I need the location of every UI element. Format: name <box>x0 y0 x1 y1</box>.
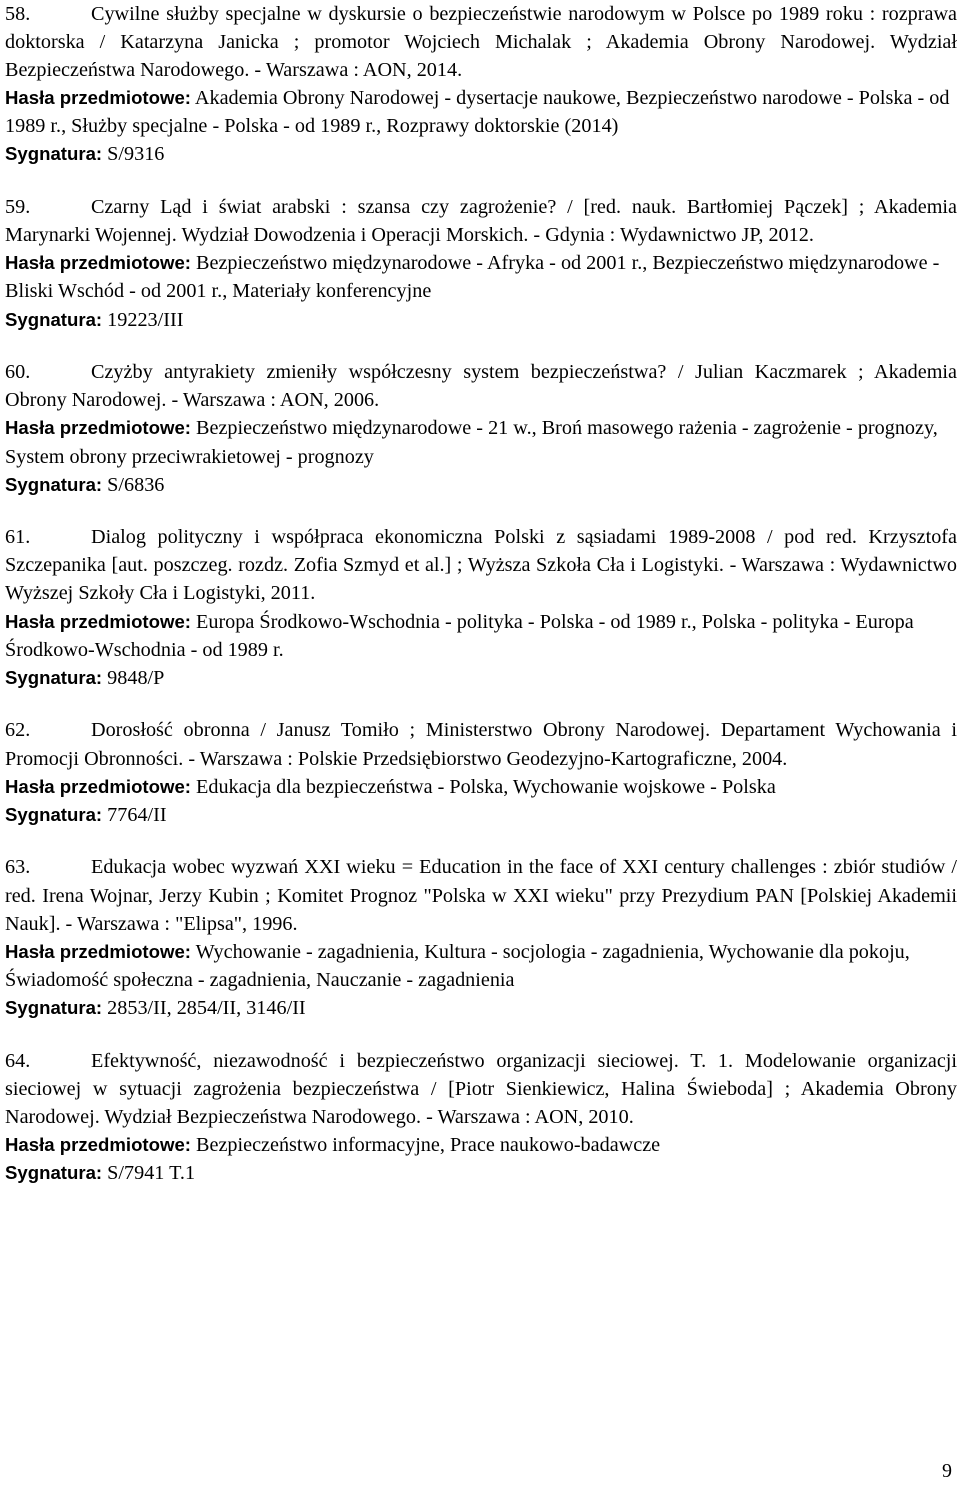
entry-subjects: Edukacja dla bezpieczeństwa - Polska, Wychowanie wojskowe - Polska <box>196 775 776 798</box>
entry-description: Czarny Ląd i świat arabski : szansa czy zagrożenie? / [red. nauk. Bartłomiej Pączek] ; Akademia Marynarki Wojennej. Wydział Dowodzenia i Operacji Morskich. - Gdynia : Wydawnictwo JP, 2012. <box>5 196 957 247</box>
entry-number: 64. <box>5 1049 31 1072</box>
entry-description: Dialog polityczny i współpraca ekonomiczna Polski z sąsiadami 1989-2008 / pod red. Krzysztofa Szczepanika [aut. poszczeg. rozdz. Zofia Szmyd et al.] ; Wyższa Szkoła Cła i Logistyki. - Warszawa : Wydawnictwo Wyższej Szkoły Cła i Logistyki, 2011. <box>5 526 957 605</box>
entry-description: Efektywność, niezawodność i bezpieczeństwo organizacji sieciowej. T. 1. Modelowanie organizacji sieciowej w sytuacji zagrożenia bezpieczeństwa / [Piotr Sienkiewicz, Halina Świeboda] ; Akademia Obrony Narodowej. Wydział Bezpieczeństwa Narodowego. - Warszawa : AON, 2010. <box>5 1049 957 1128</box>
bibliography-entry-64 <box>5 1047 957 1187</box>
entry-number: 59. <box>5 196 31 219</box>
subjects-label: Hasła przedmiotowe: <box>5 775 191 797</box>
bibliography-entry-59 <box>5 193 957 333</box>
bibliography-entry-58 <box>5 0 957 169</box>
bibliography-entry-60 <box>5 358 957 498</box>
entry-subjects: Bezpieczeństwo informacyjne, Prace naukowo-badawcze <box>196 1133 661 1156</box>
signature-label: Sygnatura: <box>5 143 103 165</box>
entry-number: 63. <box>5 856 31 879</box>
entry-number: 58. <box>5 3 31 25</box>
entry-signature: S/7941 T.1 <box>107 1161 196 1184</box>
entry-description: Dorosłość obronna / Janusz Tomiło ; Ministerstwo Obrony Narodowej. Departament Wychowania i Promocji Obronności. - Warszawa : Polskie Przedsiębiorstwo Geodezyjno-Kartograficzne, 2004. <box>5 719 957 770</box>
entry-subjects: Akademia Obrony Narodowej - dysertacje naukowe, Bezpieczeństwo narodowe - Polska - od 1989 r., Służby specjalne - Polska - od 1989 r., Rozprawy doktorskie (2014) <box>5 87 950 138</box>
signature-label: Sygnatura: <box>5 473 103 495</box>
entry-signature: 2853/II, 2854/II, 3146/II <box>107 996 306 1019</box>
entry-signature: 9848/P <box>107 666 165 689</box>
entry-description: Edukacja wobec wyzwań XXI wieku = Education in the face of XXI century challenges : zbiór studiów / red. Irena Wojnar, Jerzy Kubin ; Komitet Prognoz "Polska w XXI wieku" przy Prezydium PAN [Polskiej Akademii Nauk]. - Warszawa : "Elipsa", 1996. <box>5 856 957 935</box>
subjects-label: Hasła przedmiotowe: <box>5 610 191 632</box>
signature-label: Sygnatura: <box>5 1161 103 1183</box>
bibliography-page <box>5 0 957 1212</box>
signature-label: Sygnatura: <box>5 666 103 688</box>
entry-number: 60. <box>5 361 31 384</box>
signature-label: Sygnatura: <box>5 803 103 825</box>
subjects-label: Hasła przedmiotowe: <box>5 1133 191 1155</box>
entry-signature: S/6836 <box>107 473 165 496</box>
subjects-label: Hasła przedmiotowe: <box>5 417 191 439</box>
entry-number: 61. <box>5 526 31 549</box>
bibliography-entry-63 <box>5 853 957 1022</box>
entry-signature: S/9316 <box>107 143 165 166</box>
entry-subjects: Wychowanie - zagadnienia, Kultura - socjologia - zagadnienia, Wychowanie dla pokoju, Świadomość społeczna - zagadnienia, Nauczanie - zagadnienia <box>5 940 910 991</box>
bibliography-entry-62 <box>5 716 957 828</box>
entry-signature: 7764/II <box>107 803 167 826</box>
page-number: 9 <box>942 1460 952 1482</box>
entry-number: 62. <box>5 719 31 742</box>
subjects-label: Hasła przedmiotowe: <box>5 87 191 109</box>
entry-signature: 19223/III <box>107 308 184 331</box>
entry-description: Czyżby antyrakiety zmieniły współczesny system bezpieczeństwa? / Julian Kaczmarek ; Akademia Obrony Narodowej. - Warszawa : AON, 2006. <box>5 361 957 412</box>
entry-description: Cywilne służby specjalne w dyskursie o bezpieczeństwie narodowym w Polsce po 1989 roku : rozprawa doktorska / Katarzyna Janicka ; promotor Wojciech Michalak ; Akademia Obrony Narodowej. Wydział Bezpieczeństwa Narodowego. - Warszawa : AON, 2014. <box>5 3 957 82</box>
entry-subjects: Bezpieczeństwo międzynarodowe - 21 w., Broń masowego rażenia - zagrożenie - prognozy, System obrony przeciwrakietowej - prognozy <box>5 417 938 468</box>
subjects-label: Hasła przedmiotowe: <box>5 252 191 274</box>
entry-subjects: Europa Środkowo-Wschodnia - polityka - Polska - od 1989 r., Polska - polityka - Europa Środkowo-Wschodnia - od 1989 r. <box>5 610 914 661</box>
entry-subjects: Bezpieczeństwo międzynarodowe - Afryka - od 2001 r., Bezpieczeństwo międzynarodowe - Bliski Wschód - od 2001 r., Materiały konferencyjne <box>5 252 940 303</box>
subjects-label: Hasła przedmiotowe: <box>5 940 191 962</box>
signature-label: Sygnatura: <box>5 308 103 330</box>
bibliography-entry-61 <box>5 523 957 692</box>
signature-label: Sygnatura: <box>5 996 103 1018</box>
